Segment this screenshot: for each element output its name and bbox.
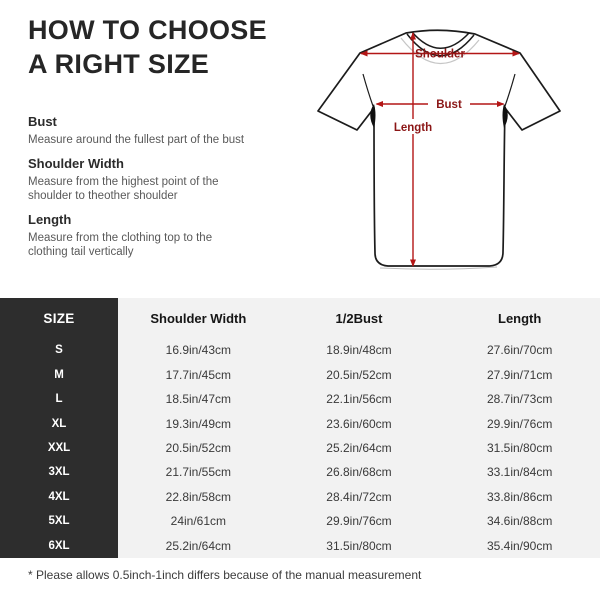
cell-shoulder-width: 17.7in/45cm bbox=[165, 367, 232, 382]
cell-length: 31.5in/80cm bbox=[486, 440, 553, 455]
title-line-1: HOW TO CHOOSE bbox=[28, 15, 267, 45]
size-label: 5XL bbox=[48, 515, 70, 528]
cell-half-bust: 31.5in/80cm bbox=[326, 538, 392, 553]
cell-shoulder-width: 16.9in/43cm bbox=[165, 343, 232, 358]
instruction-text: Measure from the clothing top to the bbox=[28, 232, 213, 244]
header-size: SIZE bbox=[43, 310, 75, 326]
table-row bbox=[0, 362, 600, 386]
cell-shoulder-width: 20.5in/52cm bbox=[165, 440, 232, 455]
table-row bbox=[0, 509, 600, 533]
size-label: 3XL bbox=[48, 466, 70, 479]
size-label: 6XL bbox=[48, 539, 70, 552]
table-row bbox=[0, 411, 600, 435]
cell-length: 27.6in/70cm bbox=[486, 343, 553, 358]
cell-half-bust: 20.5in/52cm bbox=[326, 367, 392, 382]
size-table-body bbox=[0, 338, 600, 558]
size-label: XL bbox=[51, 417, 67, 430]
cell-half-bust: 28.4in/72cm bbox=[326, 489, 392, 504]
cell-shoulder-width: 22.8in/58cm bbox=[165, 489, 232, 504]
cell-length: 27.9in/71cm bbox=[486, 367, 553, 382]
instruction-heading: Length bbox=[28, 212, 72, 227]
cell-shoulder-width: 25.2in/64cm bbox=[165, 538, 232, 553]
size-label: 4XL bbox=[48, 490, 70, 503]
bust-arrow-label: Bust bbox=[436, 99, 462, 111]
instruction-length bbox=[28, 212, 278, 259]
cell-half-bust: 26.8in/68cm bbox=[326, 465, 392, 480]
size-chart-table bbox=[0, 298, 600, 558]
table-row bbox=[0, 534, 600, 558]
title-line-2: A RIGHT SIZE bbox=[28, 49, 210, 79]
cell-half-bust: 23.6in/60cm bbox=[326, 416, 392, 431]
table-row bbox=[0, 387, 600, 411]
cell-length: 35.4in/90cm bbox=[486, 538, 553, 553]
table-row bbox=[0, 460, 600, 484]
cell-length: 29.9in/76cm bbox=[486, 416, 553, 431]
size-label: XXL bbox=[47, 441, 71, 454]
cell-shoulder-width: 21.7in/55cm bbox=[165, 465, 232, 480]
size-label: L bbox=[55, 393, 63, 406]
instruction-text: Measure from the highest point of the bbox=[28, 176, 219, 188]
instruction-heading: Shoulder Width bbox=[28, 156, 124, 171]
table-row bbox=[0, 338, 600, 362]
shoulder-arrow-label: Shoulder bbox=[415, 48, 465, 61]
cell-half-bust: 29.9in/76cm bbox=[326, 514, 392, 529]
size-label: M bbox=[54, 368, 64, 381]
cell-shoulder-width: 18.5in/47cm bbox=[165, 392, 232, 407]
cell-half-bust: 22.1in/56cm bbox=[326, 392, 392, 407]
measurement-instructions bbox=[28, 114, 278, 268]
tshirt-measurement-diagram bbox=[298, 8, 600, 296]
header-half-bust: 1/2Bust bbox=[335, 310, 383, 326]
header-length: Length bbox=[498, 310, 542, 326]
cell-length: 34.6in/88cm bbox=[486, 514, 553, 529]
instruction-shoulder-width bbox=[28, 156, 278, 203]
size-label: S bbox=[55, 344, 63, 357]
length-arrow-label: Length bbox=[393, 122, 433, 134]
table-row bbox=[0, 436, 600, 460]
cell-shoulder-width: 24in/61cm bbox=[170, 514, 227, 529]
measurement-disclaimer: * Please allows 0.5inch-1inch differs because of the manual measurement bbox=[28, 568, 422, 582]
instruction-bust bbox=[28, 114, 278, 147]
instruction-text: shoulder to theother shoulder bbox=[28, 190, 178, 202]
cell-length: 33.8in/86cm bbox=[486, 489, 553, 504]
tshirt-outline bbox=[318, 30, 560, 266]
cell-half-bust: 18.9in/48cm bbox=[326, 343, 392, 358]
cell-half-bust: 25.2in/64cm bbox=[326, 440, 392, 455]
instruction-heading: Bust bbox=[28, 114, 57, 129]
cell-shoulder-width: 19.3in/49cm bbox=[165, 416, 232, 431]
instruction-text: clothing tail vertically bbox=[28, 246, 134, 258]
table-row bbox=[0, 485, 600, 509]
header-shoulder-width: Shoulder Width bbox=[150, 310, 247, 326]
instruction-text: Measure around the fullest part of the bust bbox=[28, 134, 245, 146]
table-header-row bbox=[0, 298, 600, 338]
cell-length: 33.1in/84cm bbox=[486, 465, 553, 480]
page-title bbox=[28, 13, 267, 81]
hem-shadow-line bbox=[380, 267, 497, 269]
cell-length: 28.7in/73cm bbox=[486, 392, 553, 407]
